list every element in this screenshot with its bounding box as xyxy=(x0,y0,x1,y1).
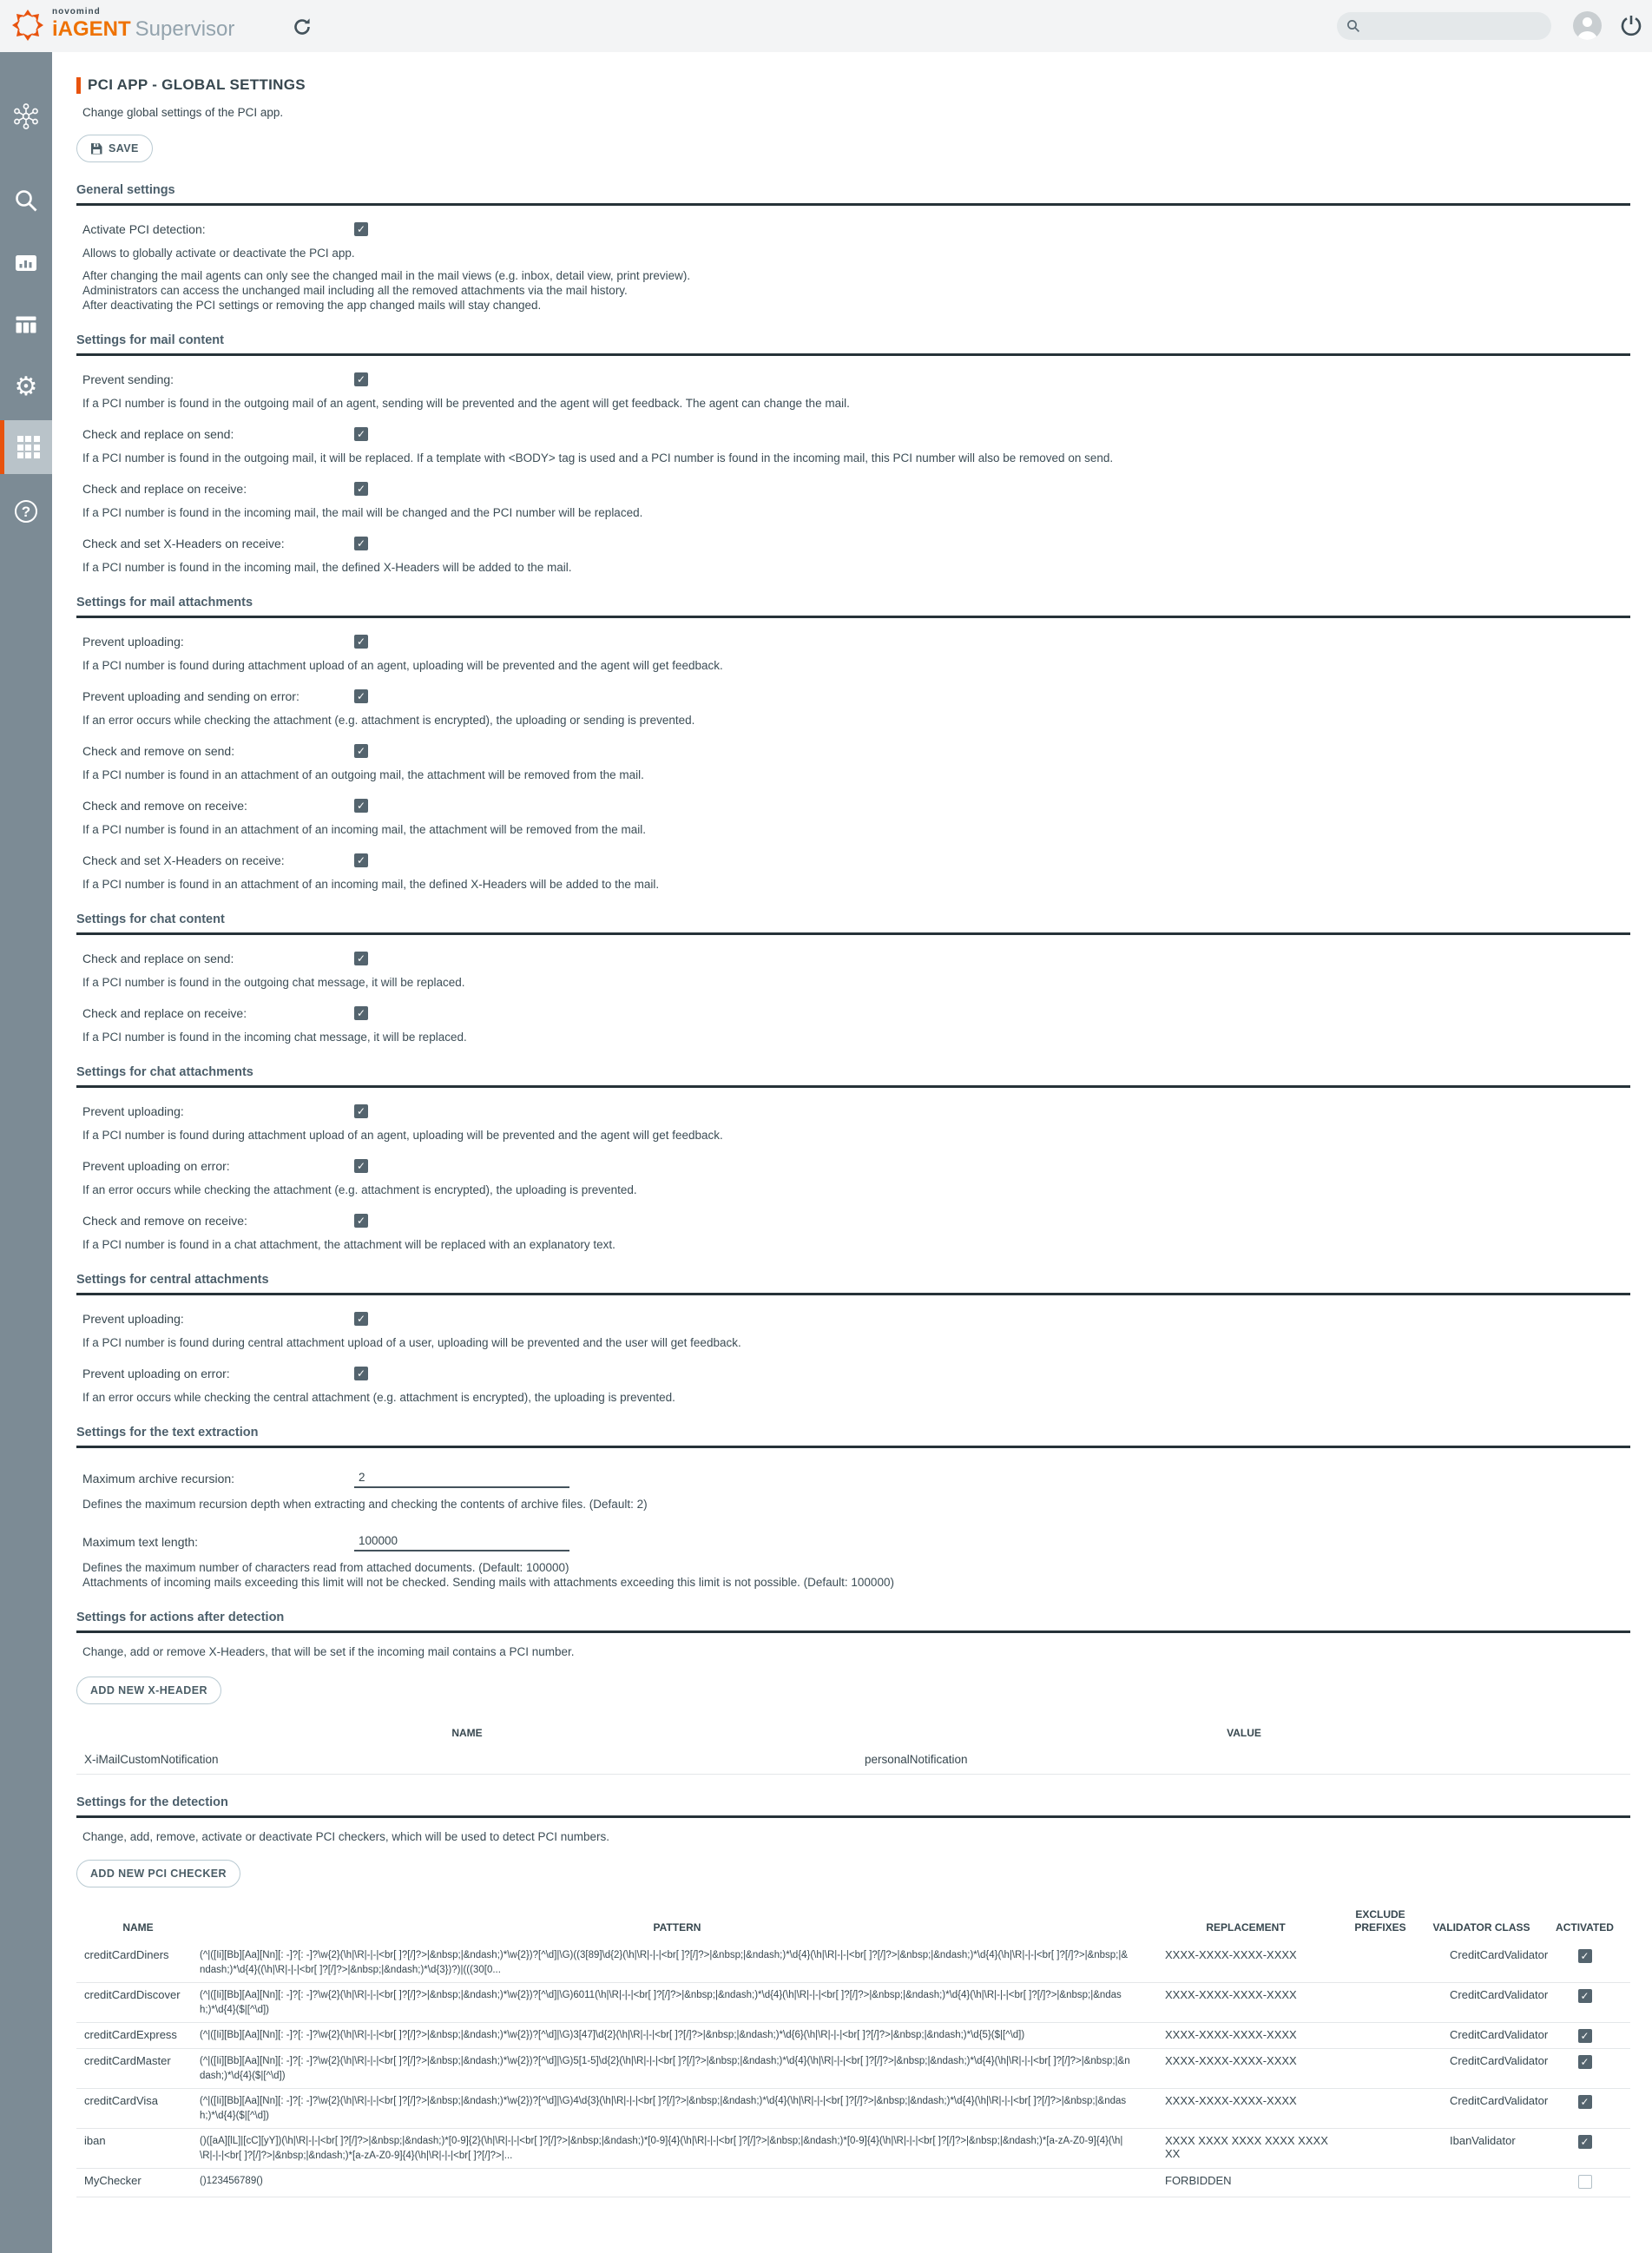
setting-label: Check and remove on receive: xyxy=(82,1214,247,1228)
section-rule xyxy=(76,1630,1630,1633)
setting-check-replace-send xyxy=(76,426,1630,465)
section-heading-general: General settings xyxy=(76,183,175,197)
prevent-uploading-sending-error-checkbox[interactable] xyxy=(354,689,368,703)
prevent-sending-checkbox[interactable] xyxy=(354,372,368,386)
pci-checker-row[interactable] xyxy=(76,2023,1630,2049)
setting-description: If a PCI number is found in an attachment of an outgoing mail, the attachment will be removed from the mail. xyxy=(82,768,644,781)
xheaders-table xyxy=(76,1722,1630,1775)
setting-label: Prevent uploading and sending on error: xyxy=(82,689,299,703)
chat-check-replace-receive-checkbox[interactable] xyxy=(354,1006,368,1020)
checker-replacement: FORBIDDEN xyxy=(1155,2169,1337,2197)
section-heading-detection: Settings for the detection xyxy=(76,1795,228,1809)
page-title: PCI APP - GLOBAL SETTINGS xyxy=(76,76,1630,94)
setting-max-archive-recursion xyxy=(76,1467,1630,1488)
setting-label: Prevent uploading: xyxy=(82,1104,184,1118)
det-col-validator-class: VALIDATOR CLASS xyxy=(1432,1921,1530,1933)
det-col-replacement: REPLACEMENT xyxy=(1206,1921,1286,1933)
chat-prevent-uploading-checkbox[interactable] xyxy=(354,1104,368,1118)
checker-exclude-prefixes xyxy=(1337,2129,1424,2169)
activate-pci-detection-checkbox[interactable] xyxy=(354,222,368,236)
xheaders-col-name: NAME xyxy=(451,1727,483,1739)
setting-chat-check-replace-receive xyxy=(76,1005,1630,1044)
check-xheaders-receive-checkbox[interactable] xyxy=(354,537,368,550)
pci-checker-row[interactable] xyxy=(76,2129,1630,2169)
section-heading-mail-attachments: Settings for mail attachments xyxy=(76,596,253,609)
brand-novomind-label: novomind xyxy=(52,7,101,16)
central-prevent-uploading-checkbox[interactable] xyxy=(354,1312,368,1326)
max-archive-recursion-input[interactable] xyxy=(354,1471,569,1488)
setting-description: If a PCI number is found in the incoming chat message, it will be replaced. xyxy=(82,1031,467,1044)
checker-activated-checkbox[interactable] xyxy=(1578,2095,1592,2109)
sidebar-item-search[interactable] xyxy=(0,174,52,227)
section-heading-chat-attachments: Settings for chat attachments xyxy=(76,1065,253,1079)
checker-name: MyChecker xyxy=(76,2169,200,2197)
check-xheaders-attachment-receive-checkbox[interactable] xyxy=(354,853,368,867)
checker-validator: CreditCardValidator xyxy=(1424,1943,1539,1983)
brand-supervisor-label: Supervisor xyxy=(135,17,235,41)
checker-replacement: XXXX-XXXX-XXXX-XXXX xyxy=(1155,1983,1337,2023)
det-col-pattern: PATTERN xyxy=(653,1921,701,1933)
setting-label: Maximum archive recursion: xyxy=(82,1472,235,1486)
gear-icon: ⚙ xyxy=(14,372,38,401)
checker-name: creditCardExpress xyxy=(76,2023,200,2049)
setting-check-xheaders-receive xyxy=(76,536,1630,575)
xheaders-col-value: VALUE xyxy=(1227,1727,1261,1739)
global-search xyxy=(1337,12,1551,40)
sidebar-item-settings[interactable] xyxy=(0,360,52,414)
setting-label: Check and set X-Headers on receive: xyxy=(82,537,285,550)
checker-pattern: (^|([Ii][Bb][Aa][Nn][: -]?[: -]?\w{2}(\h|\R|-|-|<br[ ]?[/]?>|&nbsp;|&ndash;)*\w{2})?[^\d]|\G)6011(\h|\R|-|-|<br[ ]?[/]?>|&nbsp;|&ndash;)*\d{4}(\h|\R|-|-|<br[ ]?[/]?>|&nbsp;|&ndash;)*\d{4}(\h|\R|-|-|<br[ ]?[/]?>|&nbsp;|&ndash;)*\d{4}($|[^\d]) xyxy=(200,1990,1122,2015)
setting-description: Defines the maximum recursion depth when extracting and checking the contents of archive files. (Default: 2) xyxy=(82,1498,648,1511)
brand xyxy=(10,8,234,43)
checker-activated-checkbox[interactable] xyxy=(1578,2175,1592,2189)
checker-pattern: (^|([Ii][Bb][Aa][Nn][: -]?[: -]?\w{2}(\h|\R|-|-|<br[ ]?[/]?>|&nbsp;|&ndash;)*\w{2})?[^\d]|\G)4\d{3}(\h|\R|-|-|<br[ ]?[/]?>|&nbsp;|&ndash;)*\d{4}(\h|\R|-|-|<br[ ]?[/]?>|&nbsp;|&ndash;)*\d{4}(\h|\R|-|-|<br[ ]?[/]?>|&nbsp;|&ndash;)*\d{4}($|[^\d]) xyxy=(200,2096,1127,2121)
apps-grid-icon xyxy=(17,436,40,458)
checker-replacement: XXXX-XXXX-XXXX-XXXX xyxy=(1155,2089,1337,2129)
setting-check-remove-send xyxy=(76,743,1630,782)
floppy-save-icon xyxy=(90,142,102,155)
pci-checkers-table xyxy=(76,1905,1630,2197)
xheader-value: personalNotification xyxy=(858,1746,1630,1775)
det-col-activated: ACTIVATED xyxy=(1556,1921,1614,1933)
setting-label: Activate PCI detection: xyxy=(82,222,206,236)
setting-label: Prevent uploading on error: xyxy=(82,1367,230,1380)
checker-pattern: (^|([Ii][Bb][Aa][Nn][: -]?[: -]?\w{2}(\h|\R|-|-|<br[ ]?[/]?>|&nbsp;|&ndash;)*\w{2})?[^\d]|\G)5[1-5]\d{2}(\h|\R|-|-|<br[ ]?[/]?>|&nbsp;|&ndash;)*\d{4}(\h|\R|-|-|<br[ ]?[/]?>|&nbsp;|&ndash;)*\d{4}(\h|\R|-|-|<br[ ]?[/]?>|&nbsp;|&ndash;)*\d{4}($|[^\d]) xyxy=(200,2056,1130,2081)
checker-replacement: XXXX-XXXX-XXXX-XXXX xyxy=(1155,2049,1337,2089)
sidebar xyxy=(0,52,52,2253)
setting-label: Prevent sending: xyxy=(82,372,174,386)
sidebar-item-help[interactable] xyxy=(0,484,52,538)
checker-activated-checkbox[interactable] xyxy=(1578,2055,1592,2069)
setting-check-remove-receive xyxy=(76,798,1630,837)
section-rule xyxy=(76,203,1630,206)
main-content xyxy=(76,52,1630,2197)
checker-pattern: ()([aA][lL]|[cC][yY])(\h|\R|-|-|<br[ ]?[/]?>|&nbsp;|&ndash;)*[0-9]{2}(\h|\R|-|-|<br[ ]?[/]?>|&nbsp;|&ndash;)*[0-9]{4}(\h|\R|-|-|<br[ ]?[/]?>|&nbsp;|&ndash;)*[0-9]{4}(\h|\R|-|-|<br[ ]?[/]?>|&nbsp;|&ndash;)*[a-zA-Z0-9]{4}(\h|\R|-|-|<br[ ]?[/]?>|&nbsp;|&ndash;)*[a-zA-Z0-9]{4}(\h|\R|-|-|<br[ ]?[/]?>|... xyxy=(200,2136,1123,2161)
setting-description: If an error occurs while checking the central attachment (e.g. attachment is encrypted), the uploading is prevented. xyxy=(82,1391,675,1404)
xheader-row[interactable] xyxy=(76,1746,1630,1775)
user-avatar-icon[interactable] xyxy=(1573,11,1602,40)
checker-name: creditCardMaster xyxy=(76,2049,200,2089)
checker-pattern: (^|([Ii][Bb][Aa][Nn][: -]?[: -]?\w{2}(\h|\R|-|-|<br[ ]?[/]?>|&nbsp;|&ndash;)*\w{2})?[^\d]|\G)((3[89]\d{2}(\h|\R|-|-|<br[ ]?[/]?>|&nbsp;|&ndash;)*\d{4}(\h|\R|-|-|<br[ ]?[/]?>|&nbsp;|&ndash;)*\d{4}(\h|\R|-|-|<br[ ]?[/]?>|&nbsp;|&ndash;)*\d{4}((\h|\R|-|-|<br[ ]?[/]?>|&nbsp;|&ndash;)*\d{3})?)|(((30[0... xyxy=(200,1950,1129,1975)
setting-description: If a PCI number is found during attachment upload of an agent, uploading will be prevented and the agent will get feedback. xyxy=(82,659,723,672)
checker-replacement: XXXX-XXXX-XXXX-XXXX xyxy=(1155,2023,1337,2049)
checker-activated-checkbox[interactable] xyxy=(1578,2135,1592,2149)
checker-activated-checkbox[interactable] xyxy=(1578,2029,1592,2043)
setting-chat-check-replace-send xyxy=(76,951,1630,990)
checker-validator: CreditCardValidator xyxy=(1424,1983,1539,2023)
pci-checker-row[interactable] xyxy=(76,2089,1630,2129)
sidebar-item-reports[interactable] xyxy=(0,236,52,290)
brand-iagent-label: iAGENT xyxy=(52,17,131,41)
checker-replacement: XXXX XXXX XXXX XXXX XXXX XX xyxy=(1155,2129,1337,2169)
check-remove-send-checkbox[interactable] xyxy=(354,744,368,758)
chat-check-replace-send-checkbox[interactable] xyxy=(354,952,368,965)
setting-prevent-sending xyxy=(76,372,1630,411)
section-rule xyxy=(76,932,1630,935)
max-text-length-input[interactable] xyxy=(354,1534,569,1551)
search-icon xyxy=(1346,19,1360,33)
section-rule xyxy=(76,353,1630,356)
setting-description: If a PCI number is found in the incoming mail, the mail will be changed and the PCI number will be replaced. xyxy=(82,506,643,519)
section-heading-central-attachments: Settings for central attachments xyxy=(76,1273,269,1287)
section-heading-mail-content: Settings for mail content xyxy=(76,333,224,347)
setting-label: Check and remove on receive: xyxy=(82,799,247,813)
section-heading-chat-content: Settings for chat content xyxy=(76,912,225,926)
setting-chat-prevent-uploading xyxy=(76,1103,1630,1143)
sidebar-search-icon xyxy=(13,188,39,214)
checker-activated-checkbox[interactable] xyxy=(1578,1949,1592,1963)
setting-check-replace-receive xyxy=(76,481,1630,520)
setting-chat-prevent-uploading-error xyxy=(76,1158,1630,1197)
checker-exclude-prefixes xyxy=(1337,2049,1424,2089)
setting-description: If a PCI number is found in an attachment of an incoming mail, the defined X-Headers will be added to the mail. xyxy=(82,878,660,891)
setting-label: Check and replace on receive: xyxy=(82,482,247,496)
section-heading-actions-after-detection: Settings for actions after detection xyxy=(76,1611,285,1624)
setting-description: If a PCI number is found in the outgoing chat message, it will be replaced. xyxy=(82,976,465,989)
checker-replacement: XXXX-XXXX-XXXX-XXXX xyxy=(1155,1943,1337,1983)
setting-label: Check and set X-Headers on receive: xyxy=(82,853,285,867)
pci-checker-row[interactable] xyxy=(76,2049,1630,2089)
page-subtitle: Change global settings of the PCI app. xyxy=(82,106,284,119)
top-bar xyxy=(0,0,1652,52)
checker-name: creditCardDiscover xyxy=(76,1983,200,2023)
add-new-xheader-button[interactable]: ADD NEW X-HEADER xyxy=(76,1677,221,1704)
setting-description: If an error occurs while checking the attachment (e.g. attachment is encrypted), the uploading is prevented. xyxy=(82,1183,637,1196)
det-col-name: NAME xyxy=(122,1921,154,1933)
setting-prevent-uploading xyxy=(76,634,1630,673)
setting-label: Check and replace on send: xyxy=(82,427,234,441)
det-col-exclude-prefixes: EXCLUDE PREFIXES xyxy=(1354,1908,1406,1933)
setting-label: Check and remove on send: xyxy=(82,744,235,758)
central-prevent-uploading-error-checkbox[interactable] xyxy=(354,1367,368,1380)
checker-validator: CreditCardValidator xyxy=(1424,2049,1539,2089)
columns-icon xyxy=(13,312,39,338)
checker-name: creditCardVisa xyxy=(76,2089,200,2129)
setting-description: If a PCI number is found in the outgoing mail of an agent, sending will be prevented and the agent will get feedback. The agent can change the mail. xyxy=(82,397,850,410)
search-input[interactable] xyxy=(1366,20,1539,33)
check-replace-receive-checkbox[interactable] xyxy=(354,482,368,496)
setting-prevent-uploading-sending-error xyxy=(76,688,1630,728)
setting-description: If a PCI number is found in the outgoing mail, it will be replaced. If a template with <BODY> tag is used and a PCI number is found in the incoming mail, this PCI number will also be removed on send. xyxy=(82,451,1114,464)
setting-label: Maximum text length: xyxy=(82,1535,199,1549)
check-remove-receive-checkbox[interactable] xyxy=(354,799,368,813)
save-button[interactable]: SAVE xyxy=(76,135,153,162)
xheader-name: X-iMailCustomNotification xyxy=(76,1746,858,1775)
checker-name: creditCardDiners xyxy=(76,1943,200,1983)
setting-description: If a PCI number is found in a chat attachment, the attachment will be replaced with an explanatory text. xyxy=(82,1238,615,1251)
setting-description: If an error occurs while checking the attachment (e.g. attachment is encrypted), the uploading or sending is prevented. xyxy=(82,714,695,727)
setting-max-text-length xyxy=(76,1531,1630,1551)
setting-description: If a PCI number is found in an attachment of an incoming mail, the attachment will be removed from the mail. xyxy=(82,823,647,836)
setting-activate-pci-detection xyxy=(76,221,1630,313)
pci-checker-row[interactable] xyxy=(76,1943,1630,1983)
logout-power-icon[interactable] xyxy=(1618,13,1644,39)
setting-label: Prevent uploading: xyxy=(82,635,184,649)
section-rule xyxy=(76,1293,1630,1295)
checker-validator: IbanValidator xyxy=(1424,2129,1539,2169)
section-heading-text-extraction: Settings for the text extraction xyxy=(76,1426,259,1439)
setting-description: If a PCI number is found in the incoming mail, the defined X-Headers will be added to the mail. xyxy=(82,561,572,574)
setting-label: Check and replace on send: xyxy=(82,952,234,965)
checker-activated-checkbox[interactable] xyxy=(1578,1989,1592,2003)
setting-label: Prevent uploading on error: xyxy=(82,1159,230,1173)
section-rule xyxy=(76,1815,1630,1818)
chat-prevent-uploading-error-checkbox[interactable] xyxy=(354,1159,368,1173)
setting-description: If a PCI number is found during central attachment upload of a user, uploading will be prevented and the user will get feedback. xyxy=(82,1336,741,1349)
help-icon: ? xyxy=(15,500,37,523)
setting-description: If a PCI number is found during attachment upload of an agent, uploading will be prevented and the agent will get feedback. xyxy=(82,1129,723,1142)
xheaders-description: Change, add or remove X-Headers, that will be set if the incoming mail contains a PCI number. xyxy=(82,1645,575,1658)
check-replace-send-checkbox[interactable] xyxy=(354,427,368,441)
checker-exclude-prefixes xyxy=(1337,2023,1424,2049)
checker-exclude-prefixes xyxy=(1337,1943,1424,1983)
setting-central-prevent-uploading-error xyxy=(76,1366,1630,1405)
checker-pattern: (^|([Ii][Bb][Aa][Nn][: -]?[: -]?\w{2}(\h|\R|-|-|<br[ ]?[/]?>|&nbsp;|&ndash;)*\w{2})?[^\d]|\G)3[47]\d{2}(\h|\R|-|-|<br[ ]?[/]?>|&nbsp;|&ndash;)*\d{6}(\h|\R|-|-|<br[ ]?[/]?>|&nbsp;|&ndash;)*\d{5}($|[^\d]) xyxy=(200,2030,1025,2040)
section-rule xyxy=(76,1446,1630,1448)
checker-exclude-prefixes xyxy=(1337,1983,1424,2023)
prevent-uploading-checkbox[interactable] xyxy=(354,635,368,649)
pci-checker-row[interactable] xyxy=(76,2169,1630,2197)
section-rule xyxy=(76,616,1630,618)
network-nodes-icon xyxy=(11,102,41,131)
setting-central-prevent-uploading xyxy=(76,1311,1630,1350)
sidebar-item-network[interactable] xyxy=(0,89,52,143)
checker-exclude-prefixes xyxy=(1337,2169,1424,2197)
setting-description: Allows to globally activate or deactivate the PCI app. xyxy=(82,247,355,260)
checker-exclude-prefixes xyxy=(1337,2089,1424,2129)
setting-chat-check-remove-receive xyxy=(76,1213,1630,1252)
section-rule xyxy=(76,1085,1630,1088)
checker-name: iban xyxy=(76,2129,200,2169)
detection-description: Change, add, remove, activate or deactivate PCI checkers, which will be used to detect PCI numbers. xyxy=(82,1830,610,1843)
checker-validator: CreditCardValidator xyxy=(1424,2089,1539,2129)
checker-validator xyxy=(1424,2169,1539,2197)
chat-check-remove-receive-checkbox[interactable] xyxy=(354,1214,368,1228)
setting-label: Check and replace on receive: xyxy=(82,1006,247,1020)
setting-description: Defines the maximum number of characters read from attached documents. (Default: 100000) Attachments of incoming mails exceeding this limit will not be checked. Sending mails with attachments exceeding this limit is not possible. (Default: 100000) xyxy=(82,1561,894,1589)
sidebar-item-board[interactable] xyxy=(0,298,52,352)
refresh-icon[interactable] xyxy=(290,15,314,39)
add-new-pci-checker-button[interactable]: ADD NEW PCI CHECKER xyxy=(76,1860,240,1887)
title-accent-bar xyxy=(76,77,81,94)
pci-checker-row[interactable] xyxy=(76,1983,1630,2023)
general-info-paragraph: After changing the mail agents can only see the changed mail in the mail views (e.g. inbox, detail view, print preview). Administrators can access the unchanged mail including all the removed attachments via the mail history. After deactivating the PCI settings or removing the app changed mails will stay changed. xyxy=(82,269,691,312)
sidebar-item-apps[interactable] xyxy=(0,420,52,474)
setting-check-xheaders-attachment-receive xyxy=(76,853,1630,892)
bar-chart-icon xyxy=(13,250,39,276)
checker-validator: CreditCardValidator xyxy=(1424,2023,1539,2049)
checker-pattern: ()123456789() xyxy=(200,2176,263,2186)
setting-label: Prevent uploading: xyxy=(82,1312,184,1326)
novomind-logo-icon xyxy=(10,8,45,43)
